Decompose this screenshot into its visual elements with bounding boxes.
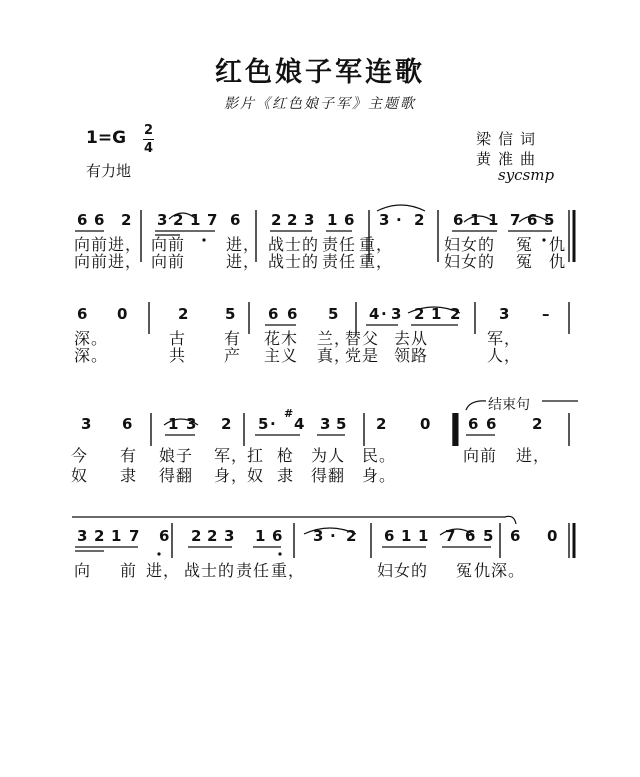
note-digit: 1 [488,211,499,229]
lyric-syllable: 深。 [74,329,109,348]
lyric-syllable: 仇 [549,235,567,254]
note-digit: 6 [468,415,479,433]
lyric-syllable: 冤 [516,235,534,254]
note-digit: 2 [121,211,132,229]
note-digit: 3 [320,415,331,433]
lyric-syllable: 向前进， [74,235,143,254]
lyric-syllable: 仇 [549,252,567,271]
note-digit: 6 [77,305,88,323]
tempo-marking: 有力地 [86,162,132,180]
lyric-syllable: 进， [146,561,181,580]
lyric-syllable: 向前 [151,252,186,271]
lyric-syllable: 军， [487,329,522,348]
lyric-syllable: 党是 [345,346,380,365]
note-digit: 2 [173,211,184,229]
lyric-syllable: 战士的 [268,235,320,254]
lyric-syllable: 身， [214,466,249,485]
lyric-syllable: 妇女的 [444,235,496,254]
lyric-syllable: 重， [359,235,394,254]
lyric-syllable: 战士的 [268,252,320,271]
lyric-syllable: 花木 [264,329,299,348]
ending-label: 结束句 [488,397,530,413]
octave-dot [157,552,160,555]
lyric-syllable: 前 [120,561,138,580]
song-subtitle: 影片《红色娘子军》主题歌 [224,96,416,112]
time-sig-bottom: 4 [143,141,154,156]
lyric-syllable: 真， [317,346,352,365]
lyric-syllable: 妇女的 [444,252,496,271]
dot-mark: · [381,305,387,323]
note-digit: 5 [336,415,347,433]
note-digit: 7 [510,211,521,229]
note-digit: 1 [431,305,442,323]
note-digit: 2 [191,527,202,545]
lyric-syllable: 冤 [456,561,474,580]
note-digit: 3 [77,527,88,545]
song-title: 红色娘子军连歌 [215,57,425,88]
lyric-syllable: 身。 [362,466,397,485]
lyric-syllable: 奴 [71,466,89,485]
note-digit: 3 [379,211,390,229]
lyric-syllable: 奴 [247,466,265,485]
note-digit: 1 [418,527,429,545]
note-digit: 4 [369,305,380,323]
lyric-syllable: 娘子 [159,446,194,465]
note-digit: 2 [221,415,232,433]
note-digit: 2 [376,415,387,433]
lyric-syllable: 今 [71,446,89,465]
lyric-syllable: 古 [169,329,187,348]
dot-mark: · [330,527,336,545]
note-digit: 2 [287,211,298,229]
note-digit: 6 [77,211,88,229]
lyric-syllable: 替父 [345,329,380,348]
note-digit: 2 [207,527,218,545]
lyric-syllable: 为人 [311,446,346,465]
lyric-syllable: 向前进， [74,252,143,271]
note-digit: 6 [344,211,355,229]
lyric-syllable: 隶 [277,466,295,485]
note-digit: 5 [544,211,555,229]
note-digit: 6 [465,527,476,545]
note-digit: 1 [470,211,481,229]
note-digit: 6 [268,305,279,323]
note-digit: 0 [547,527,558,545]
lyric-syllable: 有 [120,446,138,465]
note-digit: 2 [450,305,461,323]
note-digit: 1 [327,211,338,229]
note-digit: 1 [111,527,122,545]
lyric-syllable: 产 [224,346,242,365]
note-digit: 3 [224,527,235,545]
lyric-syllable: 主义 [264,346,299,365]
note-digit: 7 [207,211,218,229]
note-digit: 2 [414,211,425,229]
note-digit: 6 [287,305,298,323]
composer-credit: 黄准曲 [476,150,543,168]
note-digit: 6 [453,211,464,229]
lyric-syllable: 重， [271,561,306,580]
lyric-syllable: 得翻 [311,466,346,485]
lyric-syllable: 责任 [322,252,357,271]
note-digit: 6 [94,211,105,229]
lyricist-credit: 梁信词 [476,130,543,148]
note-digit: 6 [272,527,283,545]
lyric-syllable: 进， [226,235,261,254]
octave-dot [202,238,205,241]
note-digit: 6 [510,527,521,545]
note-digit: 2 [532,415,543,433]
lyric-syllable: 仇深。 [474,561,526,580]
note-digit: 0 [420,415,431,433]
note-digit: 2 [414,305,425,323]
note-digit: 7 [445,527,456,545]
lyric-syllable: 妇女的 [377,561,429,580]
dash-mark: – [542,305,550,323]
watermark: sycsmp [498,166,555,184]
dot-mark: · [270,415,276,433]
note-digit: 0 [117,305,128,323]
note-digit: 3 [304,211,315,229]
lyric-syllable: 人， [487,346,522,365]
lyric-syllable: 重， [359,252,394,271]
note-digit: 3 [499,305,510,323]
note-digit: 6 [384,527,395,545]
note-digit: 6 [159,527,170,545]
note-digit: 3 [81,415,92,433]
lyric-syllable: 深。 [74,346,109,365]
lyric-syllable: 枪 [277,446,295,465]
time-sig-top: 2 [143,123,154,138]
lyric-syllable: 共 [169,346,187,365]
lyric-syllable: 领路 [394,346,429,365]
lyric-syllable: 去从 [394,329,429,348]
octave-dot [542,238,545,241]
dot-mark: · [396,211,402,229]
lyric-syllable: 冤 [516,252,534,271]
note-digit: 6 [122,415,133,433]
note-digit: 1 [401,527,412,545]
lyric-syllable: 隶 [120,466,138,485]
octave-dot [278,552,281,555]
note-digit: 3 [391,305,402,323]
ending-bracket [466,401,578,410]
note-digit: 5 [328,305,339,323]
lyric-syllable: 战士的 [184,561,236,580]
note-digit: 7 [129,527,140,545]
note-digit: 2 [94,527,105,545]
note-digit: 1 [190,211,201,229]
lyric-syllable: 向前 [151,235,186,254]
lyric-syllable: 责任 [236,561,271,580]
lyric-syllable: 进， [516,446,551,465]
note-digit: 2 [271,211,282,229]
note-digit: 1 [255,527,266,545]
lyric-syllable: 兰， [317,329,352,348]
lyric-syllable: 责任 [322,235,357,254]
note-digit: 2 [178,305,189,323]
note-digit: 1 [168,415,179,433]
note-digit: 3 [186,415,197,433]
note-digit: 6 [486,415,497,433]
lyric-syllable: 有 [224,329,242,348]
note-digit: 5 [258,415,269,433]
lyric-syllable: 向 [74,561,92,580]
note-digit: 3 [157,211,168,229]
lyric-syllable: 向前 [463,446,498,465]
note-digit: 4 [294,415,305,433]
note-digit: 3 [313,527,324,545]
sharp-sign: # [284,407,294,420]
lyric-syllable: 进， [226,252,261,271]
note-digit: 6 [527,211,538,229]
note-digit: 5 [225,305,236,323]
lyric-syllable: 民。 [362,446,397,465]
note-digit: 6 [230,211,241,229]
key-signature: 1=G [86,128,127,148]
note-digit: 5 [483,527,494,545]
lyric-syllable: 得翻 [159,466,194,485]
note-digit: 2 [346,527,357,545]
lyric-syllable: 扛 [247,446,265,465]
lyric-syllable: 军， [214,446,249,465]
